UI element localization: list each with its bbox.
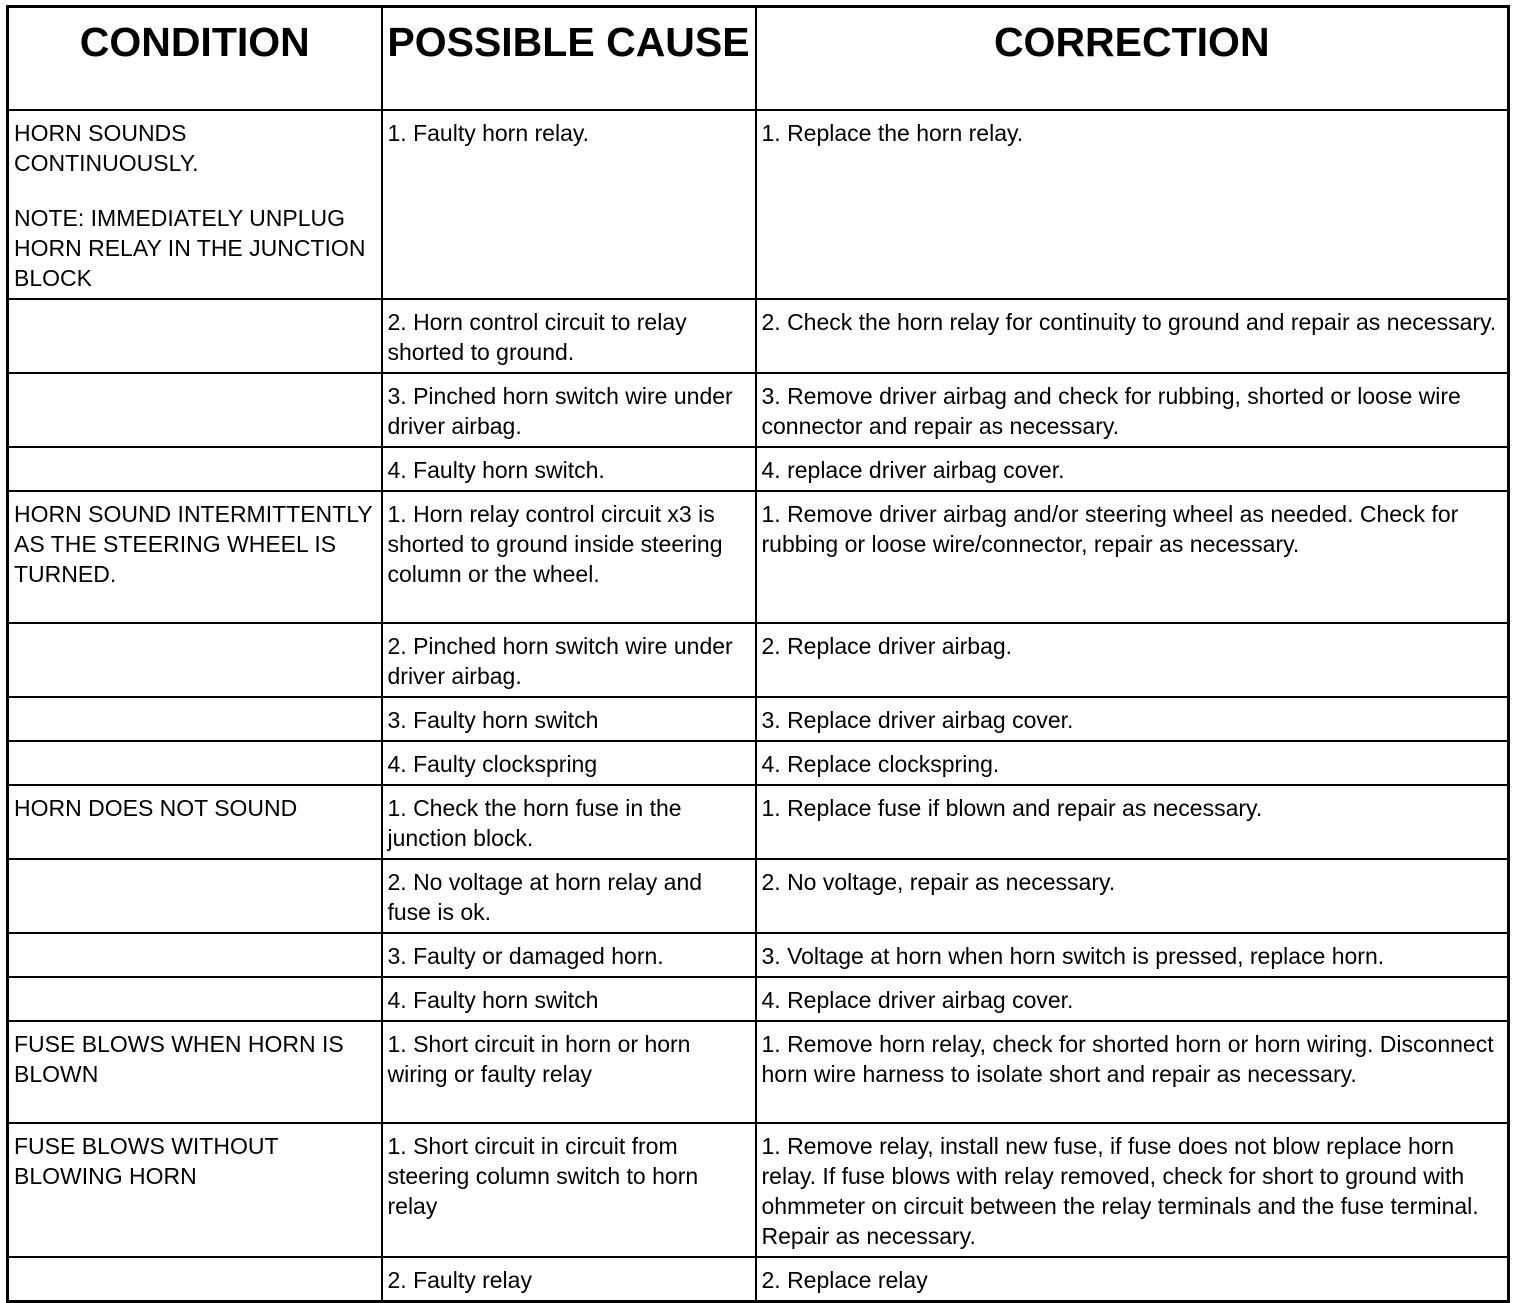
- cause-cell: 1. Short circuit in horn or horn wiring or faulty relay: [382, 1021, 756, 1123]
- correction-cell: 2. Replace relay: [756, 1257, 1509, 1302]
- table-row: [8, 299, 1509, 373]
- header-row: [8, 7, 1509, 110]
- condition-cell: [8, 447, 382, 491]
- cause-cell: 1. Horn relay control circuit x3 is shorted to ground inside steering column or the wheel.: [382, 491, 756, 623]
- correction-cell: 3. Voltage at horn when horn switch is pressed, replace horn.: [756, 933, 1509, 977]
- correction-cell: 2. Replace driver airbag.: [756, 623, 1509, 697]
- table-row: [8, 697, 1509, 741]
- correction-cell: 1. Remove driver airbag and/or steering wheel as needed. Check for rubbing or loose wire/connector, repair as necessary.: [756, 491, 1509, 623]
- condition-cell: FUSE BLOWS WHEN HORN IS BLOWN: [8, 1021, 382, 1123]
- cause-cell: 1. Short circuit in circuit from steering column switch to horn relay: [382, 1123, 756, 1257]
- table-row: [8, 859, 1509, 933]
- correction-cell: 3. Replace driver airbag cover.: [756, 697, 1509, 741]
- cause-cell: 3. Faulty horn switch: [382, 697, 756, 741]
- correction-cell: 1. Remove horn relay, check for shorted horn or horn wiring. Disconnect horn wire harness to isolate short and repair as necessary.: [756, 1021, 1509, 1123]
- correction-cell: 1. Replace the horn relay.: [756, 110, 1509, 299]
- correction-cell: 4. Replace clockspring.: [756, 741, 1509, 785]
- cause-cell: 1. Faulty horn relay.: [382, 110, 756, 299]
- condition-cell: [8, 933, 382, 977]
- table-row: [8, 491, 1509, 623]
- condition-cell: [8, 1257, 382, 1302]
- correction-cell: 1. Remove relay, install new fuse, if fuse does not blow replace horn relay. If fuse blows with relay removed, check for short to ground with ohmmeter on circuit between the relay terminals and the fuse terminal. Repair as necessary.: [756, 1123, 1509, 1257]
- condition-cell: [8, 373, 382, 447]
- cause-cell: 4. Faulty horn switch: [382, 977, 756, 1021]
- cause-cell: 2. No voltage at horn relay and fuse is ok.: [382, 859, 756, 933]
- table-row: [8, 785, 1509, 859]
- correction-cell: 1. Replace fuse if blown and repair as necessary.: [756, 785, 1509, 859]
- correction-cell: 4. replace driver airbag cover.: [756, 447, 1509, 491]
- table-row: [8, 373, 1509, 447]
- correction-cell: 3. Remove driver airbag and check for rubbing, shorted or loose wire connector and repair as necessary.: [756, 373, 1509, 447]
- cause-cell: 4. Faulty horn switch.: [382, 447, 756, 491]
- table-row: [8, 1021, 1509, 1123]
- condition-cell: HORN SOUND INTERMITTENTLY AS THE STEERING WHEEL IS TURNED.: [8, 491, 382, 623]
- condition-cell: [8, 741, 382, 785]
- cause-cell: 2. Pinched horn switch wire under driver airbag.: [382, 623, 756, 697]
- table-row: [8, 741, 1509, 785]
- table-row: [8, 933, 1509, 977]
- condition-cell: FUSE BLOWS WITHOUT BLOWING HORN: [8, 1123, 382, 1257]
- condition-cell: [8, 623, 382, 697]
- cause-cell: 2. Faulty relay: [382, 1257, 756, 1302]
- condition-cell: HORN DOES NOT SOUND: [8, 785, 382, 859]
- condition-note: NOTE: IMMEDIATELY UNPLUG HORN RELAY IN THE JUNCTION BLOCK: [14, 204, 366, 291]
- condition-cell: HORN SOUNDS CONTINUOUSLY. NOTE: IMMEDIATELY UNPLUG HORN RELAY IN THE JUNCTION BLOCK: [8, 110, 382, 299]
- correction-cell: 2. Check the horn relay for continuity to ground and repair as necessary.: [756, 299, 1509, 373]
- cause-cell: 3. Faulty or damaged horn.: [382, 933, 756, 977]
- table-row: [8, 623, 1509, 697]
- header-correction: CORRECTION: [756, 7, 1509, 110]
- table-row: [8, 1257, 1509, 1302]
- correction-cell: 4. Replace driver airbag cover.: [756, 977, 1509, 1021]
- condition-cell: [8, 299, 382, 373]
- table-row: [8, 1123, 1509, 1257]
- cause-cell: 1. Check the horn fuse in the junction block.: [382, 785, 756, 859]
- table-row: [8, 447, 1509, 491]
- cause-cell: 3. Pinched horn switch wire under driver airbag.: [382, 373, 756, 447]
- header-possible-cause: POSSIBLE CAUSE: [382, 7, 756, 110]
- table-row: [8, 977, 1509, 1021]
- correction-cell: 2. No voltage, repair as necessary.: [756, 859, 1509, 933]
- header-condition: CONDITION: [8, 7, 382, 110]
- table-row: [8, 110, 1509, 299]
- cause-cell: 2. Horn control circuit to relay shorted to ground.: [382, 299, 756, 373]
- cause-cell: 4. Faulty clockspring: [382, 741, 756, 785]
- condition-cell: [8, 859, 382, 933]
- diagnosis-table: [6, 5, 1510, 1303]
- condition-cell: [8, 977, 382, 1021]
- condition-cell: [8, 697, 382, 741]
